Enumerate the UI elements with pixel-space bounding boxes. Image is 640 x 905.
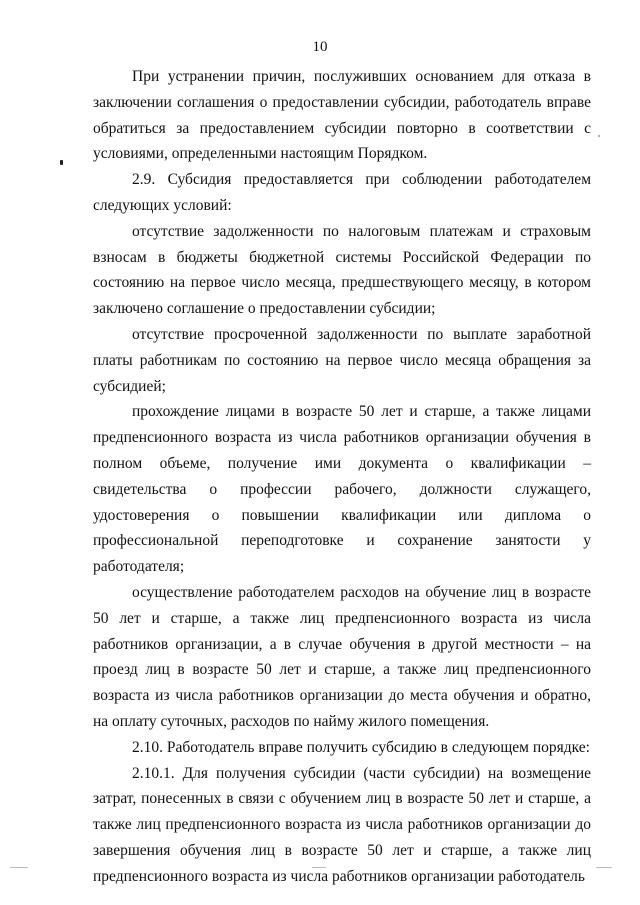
paragraph-no-wage-arrears: отсутствие просроченной задолженности по выплате заработной платы работникам по состоянию на первое число месяца обращения за субсидией; [93,325,591,395]
scan-speck-right [598,135,600,137]
scan-mark-left [60,160,63,165]
paragraph-2-10-1: 2.10.1. Для получения субсидии (части субсидии) на возмещение затрат, понесенных в связи с обучением лиц в возрасте 50 лет и старше, а также лиц предпенсионного возраста из числа работников организации до завершения обучения лиц в возрасте 50 лет и старше, а также лиц предпенсионного возраста из числа работников организации работодатель [93,764,591,885]
paragraph-training-expenses: осуществление работодателем расходов на обучение лиц в возрасте 50 лет и старше, а также лиц предпенсионного возраста из числа работников организации, а в случае обучения в другой местности – на проезд лиц в возрасте 50 лет и старше, а также лиц предпенсионного возраста из числа работников организации до места обучения и обратно, на оплату суточных, расходов по найму жилого помещения. [93,583,591,730]
paragraph-2-9-conditions: 2.9. Субсидия предоставляется при соблюдении работодателем следующих условий: [93,171,591,214]
page-number: 10 [312,39,328,55]
scan-dash-bottom-right [596,867,612,868]
scan-dash-bottom-left [10,867,28,868]
paragraph-training-completion: прохождение лицами в возрасте 50 лет и старше, а также лицами предпенсионного возраста из числа работников организации обучения в полном объеме, получение ими документа о квалификации – свидетельства о профессии рабочего, должности служащего, удостоверения о повышении квалификации или диплома о профессиональной переподготовке и сохранение занятости у работодателя; [93,403,591,576]
document-body [93,64,591,890]
paragraph-resubmission: При устранении причин, послуживших основанием для отказа в заключении соглашения о предоставлении субсидии, работодатель вправе обратиться за предоставлением субсидии повторно в соответствии с условиями, определенными настоящим Порядком. [93,68,591,163]
paragraph-no-tax-debt: отсутствие задолженности по налоговым платежам и страховым взносам в бюджеты бюджетной системы Российской Федерации по состоянию на первое число месяца, предшествующего месяцу, в котором заключено соглашение о предоставлении субсидии; [93,222,591,318]
paragraph-2-10-procedure: 2.10. Работодатель вправе получить субсидию в следующем порядке: [132,738,590,756]
scan-dash-bottom-center [312,867,326,868]
